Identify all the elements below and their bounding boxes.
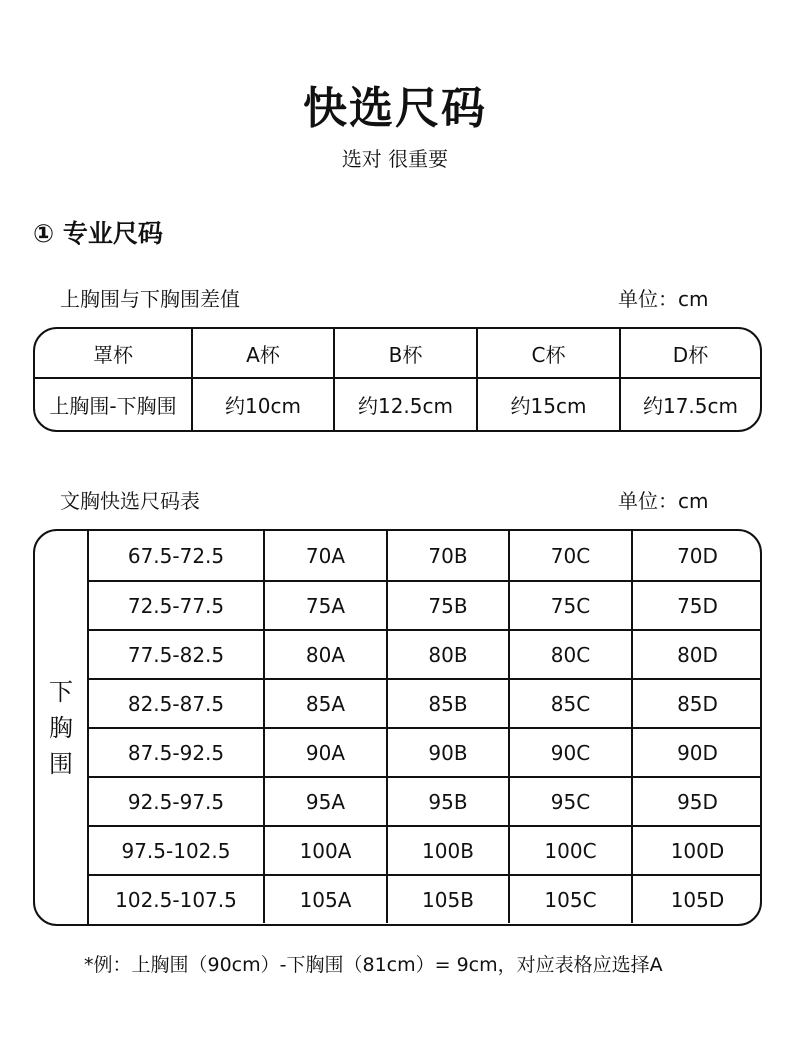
table-header-cell: 罩杯	[93, 342, 133, 367]
size-chart-table	[33, 529, 762, 926]
size-cell: 90B	[386, 729, 508, 776]
size-cell: 95D	[631, 778, 762, 825]
cup-table-unit: 单位：cm	[618, 287, 709, 311]
size-cell: 105C	[508, 876, 631, 923]
under-bust-range-cell: 87.5-92.5	[127, 740, 225, 765]
size-cell: 85D	[631, 680, 762, 727]
under-bust-range-cell: 82.5-87.5	[127, 691, 225, 716]
size-cell: 75D	[631, 582, 762, 629]
table-header-cell: D杯	[619, 329, 760, 377]
under-bust-range-cell: 72.5-77.5	[127, 593, 225, 618]
size-cell: 75B	[386, 582, 508, 629]
table-row	[89, 825, 762, 874]
table-row	[89, 580, 762, 629]
cup-table-caption: 上胸围与下胸围差值	[60, 287, 240, 311]
side-label-char: 下	[49, 677, 73, 706]
size-cell: 100B	[386, 827, 508, 874]
under-bust-range-cell: 67.5-72.5	[127, 543, 225, 568]
size-cell: 95A	[263, 778, 386, 825]
page-title: 快选尺码	[303, 83, 487, 134]
size-cell: 70C	[508, 531, 631, 580]
size-cell: 105A	[263, 876, 386, 923]
size-table-caption: 文胸快选尺码表	[60, 489, 200, 513]
page-subtitle: 选对 很重要	[341, 147, 449, 171]
table-row	[89, 531, 762, 580]
size-cell: 100A	[263, 827, 386, 874]
cup-difference-table	[33, 327, 762, 432]
table-header-row	[35, 329, 760, 379]
size-cell: 90C	[508, 729, 631, 776]
table-header-cell: C杯	[476, 329, 619, 377]
table-row	[89, 727, 762, 776]
under-bust-range-cell: 97.5-102.5	[121, 838, 231, 863]
table-row	[89, 629, 762, 678]
size-cell: 75C	[508, 582, 631, 629]
size-table-unit: 单位：cm	[618, 489, 709, 513]
size-cell: 95B	[386, 778, 508, 825]
size-cell: 70A	[263, 531, 386, 580]
size-cell: 105D	[631, 876, 762, 923]
under-bust-range-cell: 102.5-107.5	[115, 887, 237, 912]
table-header-cell: B杯	[333, 329, 476, 377]
side-label-char: 围	[49, 749, 73, 778]
table-row	[89, 678, 762, 727]
size-cell: 90D	[631, 729, 762, 776]
table-row	[35, 379, 760, 430]
size-cell: 100C	[508, 827, 631, 874]
size-cell: 80C	[508, 631, 631, 678]
table-cell: 约10cm	[191, 379, 333, 430]
size-cell: 80D	[631, 631, 762, 678]
under-bust-side-label	[35, 531, 89, 924]
table-row	[89, 776, 762, 825]
table-row	[89, 874, 762, 923]
table-cell: 约12.5cm	[333, 379, 476, 430]
size-cell: 85A	[263, 680, 386, 727]
size-cell: 70B	[386, 531, 508, 580]
size-cell: 90A	[263, 729, 386, 776]
size-cell: 70D	[631, 531, 762, 580]
table-header-cell: A杯	[191, 329, 333, 377]
size-cell: 85B	[386, 680, 508, 727]
size-cell: 100D	[631, 827, 762, 874]
size-cell: 80B	[386, 631, 508, 678]
table-cell: 约15cm	[476, 379, 619, 430]
under-bust-range-cell: 92.5-97.5	[127, 789, 225, 814]
side-label-char: 胸	[49, 713, 73, 742]
size-cell: 85C	[508, 680, 631, 727]
table-cell: 上胸围-下胸围	[49, 394, 177, 418]
size-cell: 80A	[263, 631, 386, 678]
size-cell: 75A	[263, 582, 386, 629]
example-note: *例：上胸围（90cm）-下胸围（81cm）= 9cm，对应表格应选择A	[84, 954, 663, 976]
under-bust-range-cell: 77.5-82.5	[127, 642, 225, 667]
size-cell: 105B	[386, 876, 508, 923]
table-cell: 约17.5cm	[619, 379, 760, 430]
section-title: ① 专业尺码	[33, 219, 163, 248]
size-cell: 95C	[508, 778, 631, 825]
